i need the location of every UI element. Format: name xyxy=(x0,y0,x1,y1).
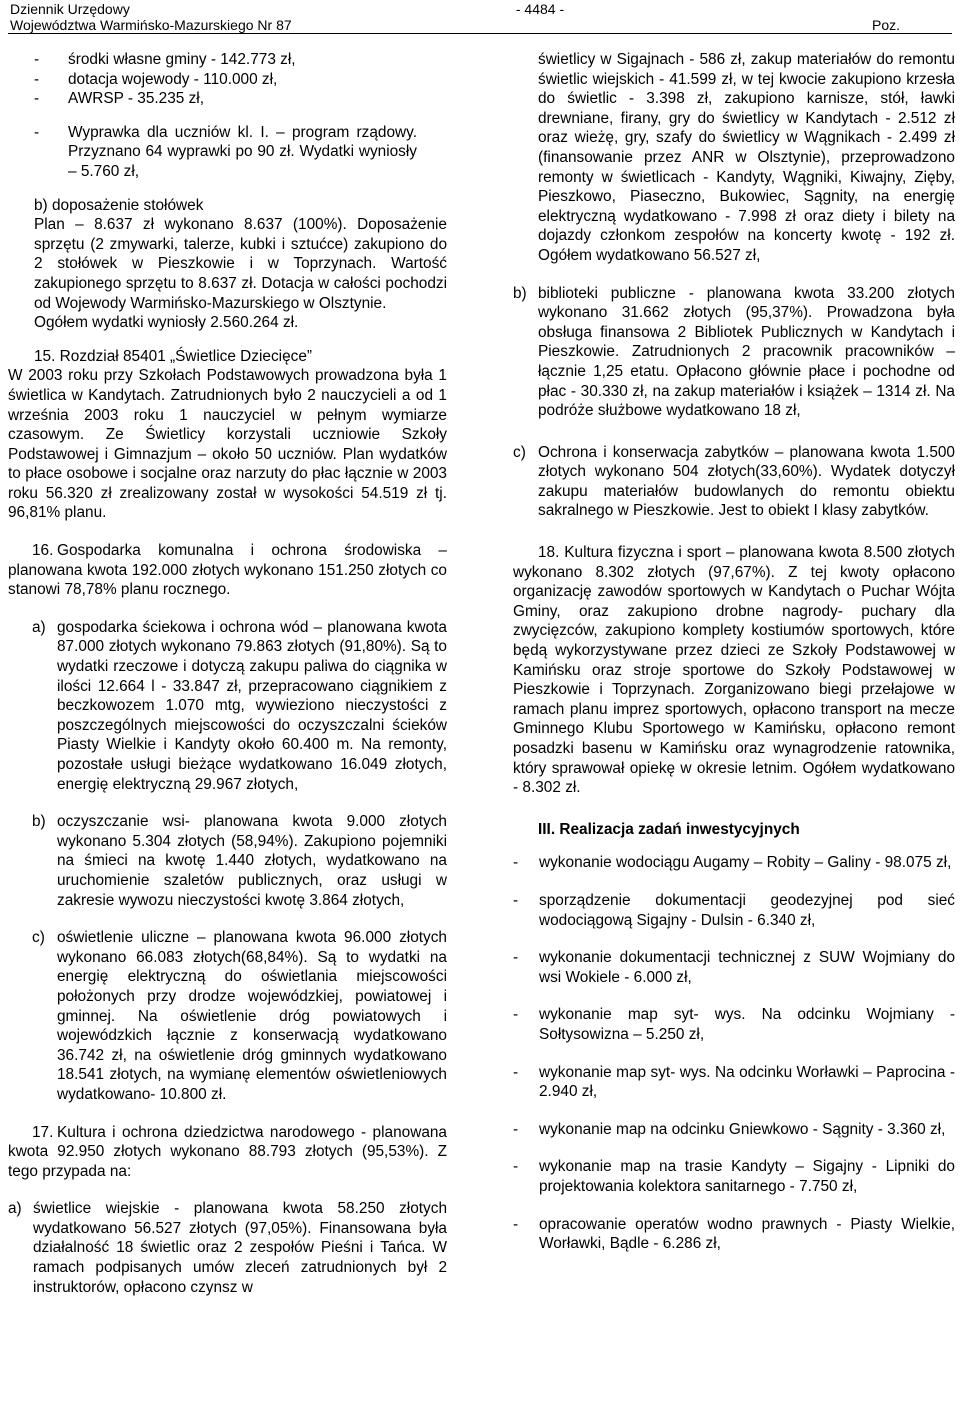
list-item: - sporządzenie dokumentacji geodezyjnej pod sieć wodociągową Sigajny - Dulsin - 6.340 zł, xyxy=(513,891,955,930)
section-17-text: Kultura i ochrona dziedzictwa narodowego - planowana kwota 92.950 złotych wykonano 88.793 złotych (95,53%). Z tego przypada na: xyxy=(8,1123,447,1180)
section-b-text: Plan – 8.637 zł wykonano 8.637 (100%). Doposażenie sprzętu (2 zmywarki, talerze, kubki i sztućce) zakupiono do 2 stołówek w Pieszkowie i w Toprzynach. Wartość zakupionego sprzętu to 8.637 zł. Dotacja w całości pochodzi od Wojewody Warmińsko-Mazurskiego w Olsztynie. xyxy=(34,216,447,312)
section-18: 18. Kultura fizyczna i sport – planowana kwota 8.500 złotych wykonano 8.302 złotych (97,67%). Z tej kwoty opłacono organizację zawodów sportowych w Kandytach o Puchar Wójta Gminy, oraz zakupiono drobne nagrody- puchary dla zwycięzców, zakupiono komplety kostiumów sportowych, które będą wykorzystywane przez dzieci ze Szkoły Podstawowej w Kamińsku oraz stroje sportowe do Szkoły Podstawowej w Pieszkowie i Toprzynach. Zorganizowano biegi przełajowe w ramach planu imprez sportowych, opłacono transport na mecze Gminnego Klubu Sportowego w Kamińsku, opłacono remont posadzki basenu w Kamińsku oraz wynagrodzenie ratownika, który sprawował opiekę w okresie letnim. Ogółem wydatkowano - 8.302 zł. xyxy=(513,544,955,797)
journal-title: Dziennik Urzędowy Województwa Warmińsko-Mazurskiego Nr 87 xyxy=(10,1,292,33)
item-a: a) gospodarka ściekowa i ochrona wód – planowana kwota 87.000 złotych wykonano 79.863 złotych (91,80%). Są to wydatki rzeczowe i dotyczą zakupu paliwa do ciągnika w ilości 12.664 l - 33.847 zł, przepracowano ciągnikiem z beczkowozem 1.070 mtg, wywieziono nieczystości z poszczególnych miejscowości do oczyszczalni ścieków Piasty Wielkie i Kandyty około 60.400 m. Na remonty, pozostałe usługi bieżące wydatkowano 16.049 złotych, energię elektryczną 29.967 złotych, xyxy=(32,618,447,793)
position-label: Poz. xyxy=(871,17,900,33)
list-item: - środki własne gminy - 142.773 zł, xyxy=(34,50,447,70)
list-item: - wykonanie map syt- wys. Na odcinku Worławki – Paprocina - 2.940 zł, xyxy=(513,1063,955,1102)
list-item: - opracowanie operatów wodno prawnych - Piasty Wielkie, Worławki, Bądle - 6.286 zł, xyxy=(513,1215,955,1254)
left-column xyxy=(8,50,447,1297)
item-a-culture: a) świetlice wiejskie - planowana kwota 58.250 złotych wydatkowano 56.527 złotych (97,05%). Finansowana była działalność 18 świetlic oraz 2 zespołów Pieśni i Tańca. W ramach podpisanych umów zleceń zatrudnionych był 2 instruktorów, opłacono czynsz w xyxy=(8,1200,447,1296)
wyprawka-paragraph: - Wyprawka dla uczniów kl. I. – program rządowy. Przyznano 64 wyprawki po 90 zł. Wydatki wyniosły – 5.760 zł, xyxy=(8,123,447,182)
section-b-title: b) doposażenie stołówek xyxy=(34,196,204,214)
section-17 xyxy=(8,1123,447,1182)
header-rule xyxy=(8,33,952,34)
right-column xyxy=(513,50,955,1254)
list-item: - AWRSP - 35.235 zł, xyxy=(34,89,447,109)
list-item: - wykonanie map na odcinku Gniewkowo - Sągnity - 3.360 zł, xyxy=(513,1120,955,1140)
list-item: - wykonanie map na trasie Kandyty – Sigajny - Lipniki do projektowania kolektora sanitarnego - 7.750 zł, xyxy=(513,1157,955,1196)
list-item: - wykonanie map syt- wys. Na odcinku Wojmiany - Sołtysowizna – 5.250 zł, xyxy=(513,1005,955,1044)
funding-list xyxy=(8,50,447,109)
section-17-number: 17. xyxy=(32,1123,54,1141)
section-b-total: Ogółem wydatki wyniosły 2.560.264 zł. xyxy=(34,314,299,332)
section-3-title: III. Realizacja zadań inwestycyjnych xyxy=(538,820,800,838)
page-header xyxy=(0,0,960,36)
item-b-libraries: b) biblioteki publiczne - planowana kwota 33.200 złotych wykonano 31.662 złotych (95,37%). Prowadzona była obsługa finansowa 2 Bibliotek Publicznych w Kandytach i Pieszkowie. Zatrudnionych 2 pracownik pracowników – łącznie 1,25 etatu. Opłacono głównie płace i pochodne od płac - 30.330 zł, na zakup materiałów i książek – 1314 zł. Na podróże służbowe wydatkowano 18 zł, xyxy=(513,284,955,420)
list-item: - wykonanie dokumentacji technicznej z SUW Wojmiany do wsi Wokiele - 6.000 zł, xyxy=(513,948,955,987)
section-16-number: 16. xyxy=(32,542,54,560)
section-16 xyxy=(8,541,447,600)
investment-list xyxy=(513,853,955,1253)
list-item: - dotacja wojewody - 110.000 zł, xyxy=(34,70,447,90)
continuation-paragraph: świetlicy w Sigajnach - 586 zł, zakup materiałów do remontu świetlic wiejskich - 41.599 zł, w tej kwocie zakupiono krzesła do świetlic - 3.398 zł, zakupiono karnisze, stół, ławki drewniane, firany, gry do świetlicy w Kandytach - 2.512 zł oraz wieżę, gry, szafy do świetlicy w Wągnikach - 2.499 zł (finansowanie przez ANR w Olsztynie), przeprowadzono remonty w świetlicach - Kandyty, Wągniki, Kiwajny, Zięby, Pieszkowo, Piaseczno, Bukowiec, Sągnity, na energię elektryczną wydatkowano - 7.998 zł oraz diety i bilety na dojazdy członkom zespołów na koncerty kwotę - 192 zł. Ogółem wydatkowano 56.527 zł, xyxy=(538,51,955,264)
list-item: - wykonanie wodociągu Augamy – Robity – Galiny - 98.075 zł, xyxy=(513,853,955,873)
item-c: c) oświetlenie uliczne – planowana kwota 96.000 złotych wykonano 66.083 złotych(68,84%). Są to wydatki na energię elektryczną do oświetlania miejscowości położonych przy drodze wojewódzkiej, powiatowej i gminnej. Na oświetlenie dróg powiatowych i wojewódzkich łącznie z konserwacją wydatkowano 36.742 zł, na oświetlenie dróg gminnych wydatkowano 18.541 złotych, na wymianę elementów oświetleniowych wydatkowano- 10.800 zł. xyxy=(32,929,447,1103)
item-b: b) oczyszczanie wsi- planowana kwota 9.000 złotych wykonano 5.304 złotych (58,94%). Zakupiono pojemniki na śmieci na kwotę 1.440 złotych, wydatkowano na uruchomienie szaletów publicznych, oraz usługi w zakresie wywozu nieczystości kwotę 3.864 złotych, xyxy=(32,813,447,909)
page-number: - 4484 - xyxy=(515,1,565,17)
section-15-text: W 2003 roku przy Szkołach Podstawowych prowadzona była 1 świetlica w Kandytach. Zatrudnionych było 2 nauczycieli a od 1 września 2003 roku 1 nauczyciel w pełnym wymiarze czasowym. Ze Świetlicy korzystali uczniowie Szkoły Podstawowej i Gimnazjum – około 50 uczniów. Plan wydatków to płace osobowe i socjalne oraz narzuty do płac łącznie w 2003 roku 56.320 zł zrealizowany został w wysokości 54.519 zł tj. 96,81% planu. xyxy=(8,367,447,522)
item-c-monuments: c) Ochrona i konserwacja zabytków – planowana kwota 1.500 złotych wykonano 504 złotych(33,60%). Wydatek dotyczył zakupu materiałów budowlanych do remontu obiektu sakralnego w Pieszkowie. Jest to obiekt I klasy zabytków. xyxy=(513,443,955,520)
section-16-text: Gospodarka komunalna i ochrona środowiska – planowana kwota 192.000 złotych wykonano 151.250 złotych co stanowi 78,78% planu rocznego. xyxy=(8,542,447,599)
section-15-title: 15. Rozdział 85401 „Świetlice Dziecięce” xyxy=(34,347,313,365)
